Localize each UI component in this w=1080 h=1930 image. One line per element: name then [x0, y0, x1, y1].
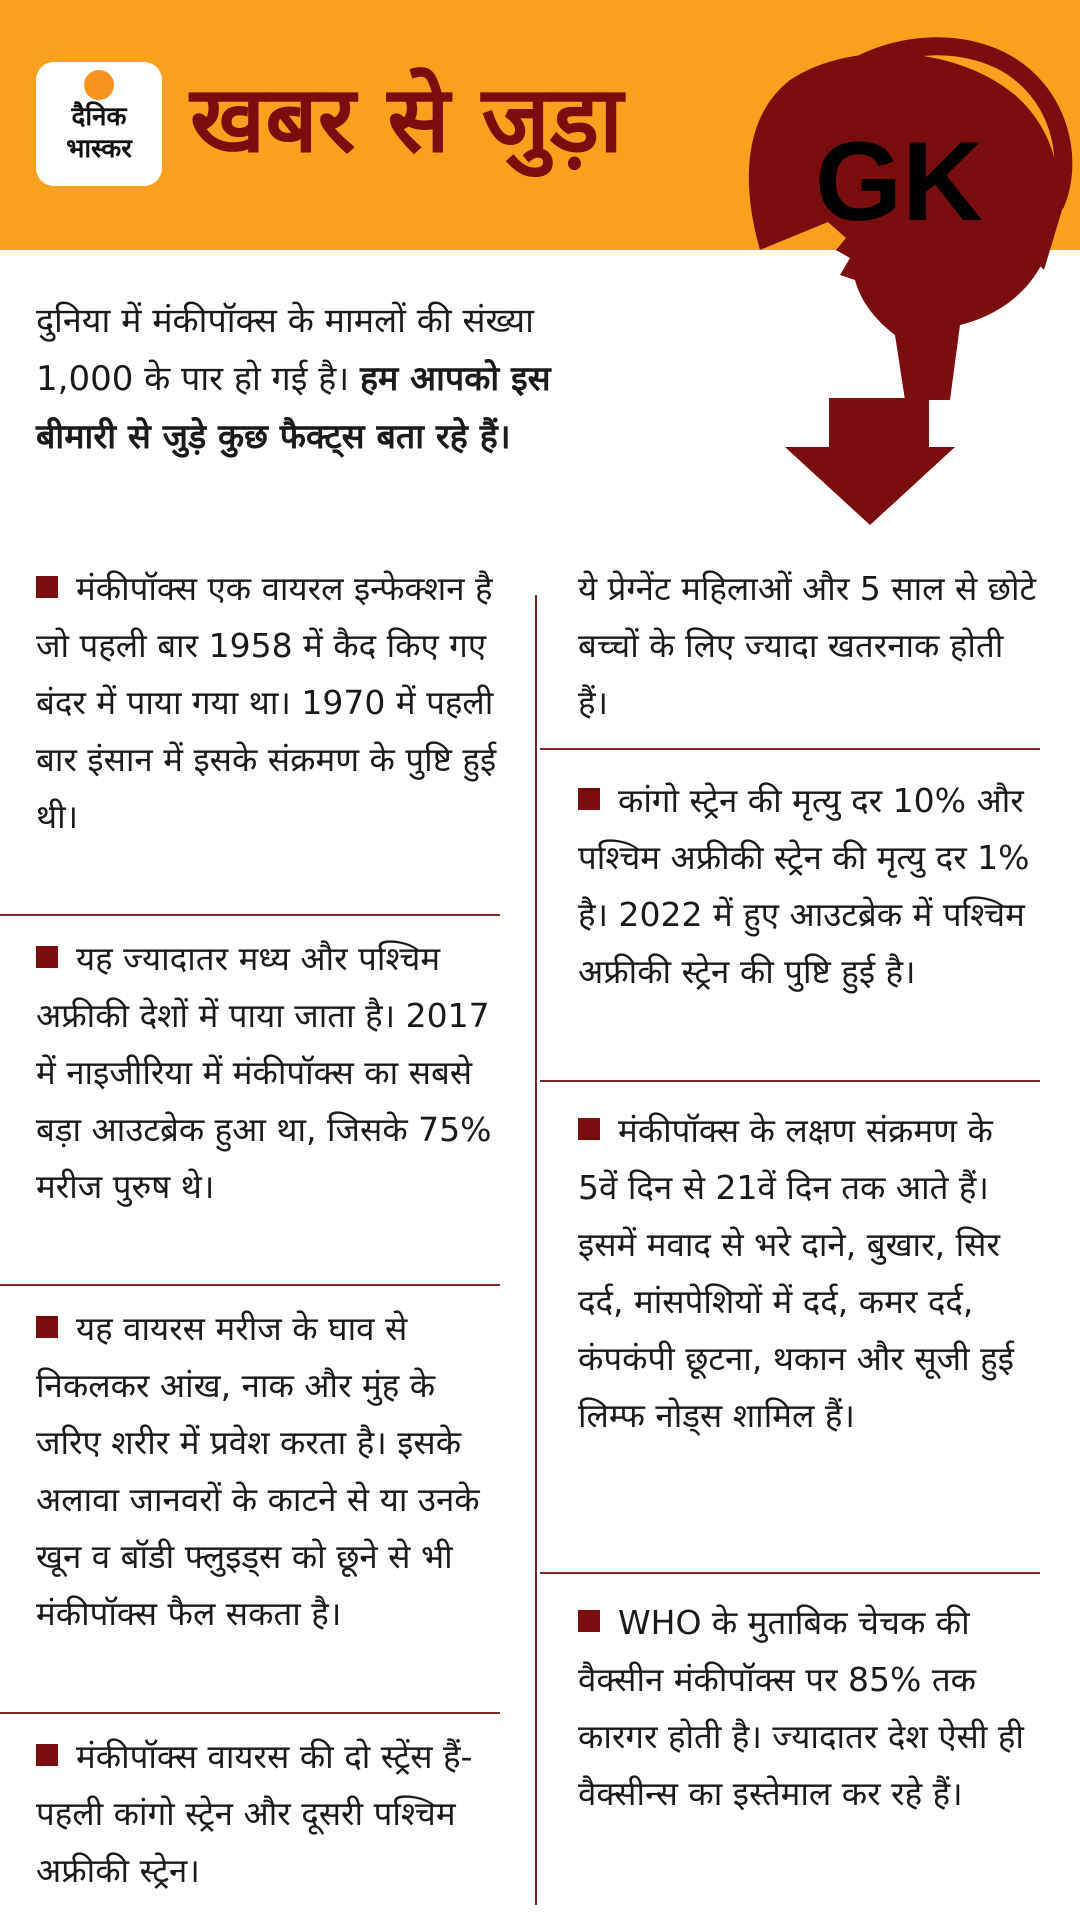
- fact-text: मंकीपॉक्स एक वायरल इन्फेक्शन है जो पहली बार 1958 में कैद किए गए बंदर में पाया गया था। 1970 में पहली बार इंसान में इसके संक्रमण के पुष्टि हुई थी।: [36, 569, 497, 836]
- head-silhouette-icon: [700, 0, 1080, 530]
- intro-paragraph: [36, 292, 556, 466]
- bullet-square-icon: [578, 1118, 600, 1140]
- fact-text: मंकीपॉक्स वायरस की दो स्ट्रेंस हैं- पहली कांगो स्ट्रेन और दूसरी पश्चिम अफ्रीकी स्ट्रेन।: [36, 1737, 473, 1890]
- fact-text: यह वायरस मरीज के घाव से निकलकर आंख, नाक और मुंह के जरिए शरीर में प्रवेश करता है। इसके अलावा जानवरों के काटने से या उनके खून व बॉडी फ्लुइड्स को छूने से भी मंकीपॉक्स फैल सकता है।: [36, 1309, 480, 1633]
- bullet-square-icon: [36, 946, 58, 968]
- fact-text: मंकीपॉक्स के लक्षण संक्रमण के 5वें दिन से 21वें दिन तक आते हैं। इसमें मवाद से भरे दाने, बुखार, सिर दर्द, मांसपेशियों में दर्द, कमर दर्द, कंपकंपी छूटना, थकान और सूजी हुई लिम्फ नोड्स शामिल हैं।: [578, 1111, 1014, 1435]
- dainik-bhaskar-logo: [36, 62, 162, 186]
- intro-normal-text: दुनिया में मंकीपॉक्स के मामलों की संख्या 1,000 के पार हो गई है।: [36, 301, 534, 399]
- intro-bold-text: हम आपको इस बीमारी से जुड़े कुछ फैक्ट्स बता रहे हैं।: [36, 359, 551, 457]
- fact-item: [36, 1728, 498, 1899]
- bullet-square-icon: [578, 788, 600, 810]
- row-divider: [0, 914, 500, 916]
- sun-icon: [84, 70, 114, 100]
- row-divider: [0, 1284, 500, 1286]
- fact-continuation: [578, 560, 1040, 731]
- fact-item: [36, 560, 498, 845]
- bullet-square-icon: [36, 1744, 58, 1766]
- header-title: खबर से जुड़ा: [190, 66, 623, 173]
- bullet-square-icon: [36, 576, 58, 598]
- row-divider: [0, 1712, 500, 1714]
- fact-item: [578, 1594, 1040, 1822]
- fact-text: कांगो स्ट्रेन की मृत्यु दर 10% और पश्चिम अफ्रीकी स्ट्रेन की मृत्यु दर 1% है। 2022 में हुए आउटब्रेक में पश्चिम अफ्रीकी स्ट्रेन की पुष्टि हुई है।: [578, 781, 1030, 991]
- bullet-square-icon: [578, 1610, 600, 1632]
- column-divider: [535, 595, 537, 1905]
- fact-item: [578, 1102, 1040, 1444]
- logo-line-1: दैनिक: [71, 102, 127, 132]
- bullet-square-icon: [36, 1316, 58, 1338]
- gk-label: GK: [815, 119, 983, 244]
- logo-line-2: भास्कर: [66, 134, 132, 164]
- fact-item: [578, 772, 1040, 1000]
- fact-text: WHO के मुताबिक चेचक की वैक्सीन मंकीपॉक्स पर 85% तक कारगर होती है। ज्यादातर देश ऐसी ही वैक्सीन्स का इस्तेमाल कर रहे हैं।: [578, 1603, 1024, 1813]
- fact-item: [36, 930, 498, 1215]
- row-divider: [540, 1080, 1040, 1082]
- row-divider: [540, 1572, 1040, 1574]
- row-divider: [540, 748, 1040, 750]
- fact-text: यह ज्यादातर मध्य और पश्चिम अफ्रीकी देशों में पाया जाता है। 2017 में नाइजीरिया में मंकीपॉक्स का सबसे बड़ा आउटब्रेक हुआ था, जिसके 75% मरीज पुरुष थे।: [36, 939, 492, 1206]
- fact-text: ये प्रेग्नेंट महिलाओं और 5 साल से छोटे बच्चों के लिए ज्यादा खतरनाक होती हैं।: [578, 569, 1037, 722]
- fact-item: [36, 1300, 498, 1642]
